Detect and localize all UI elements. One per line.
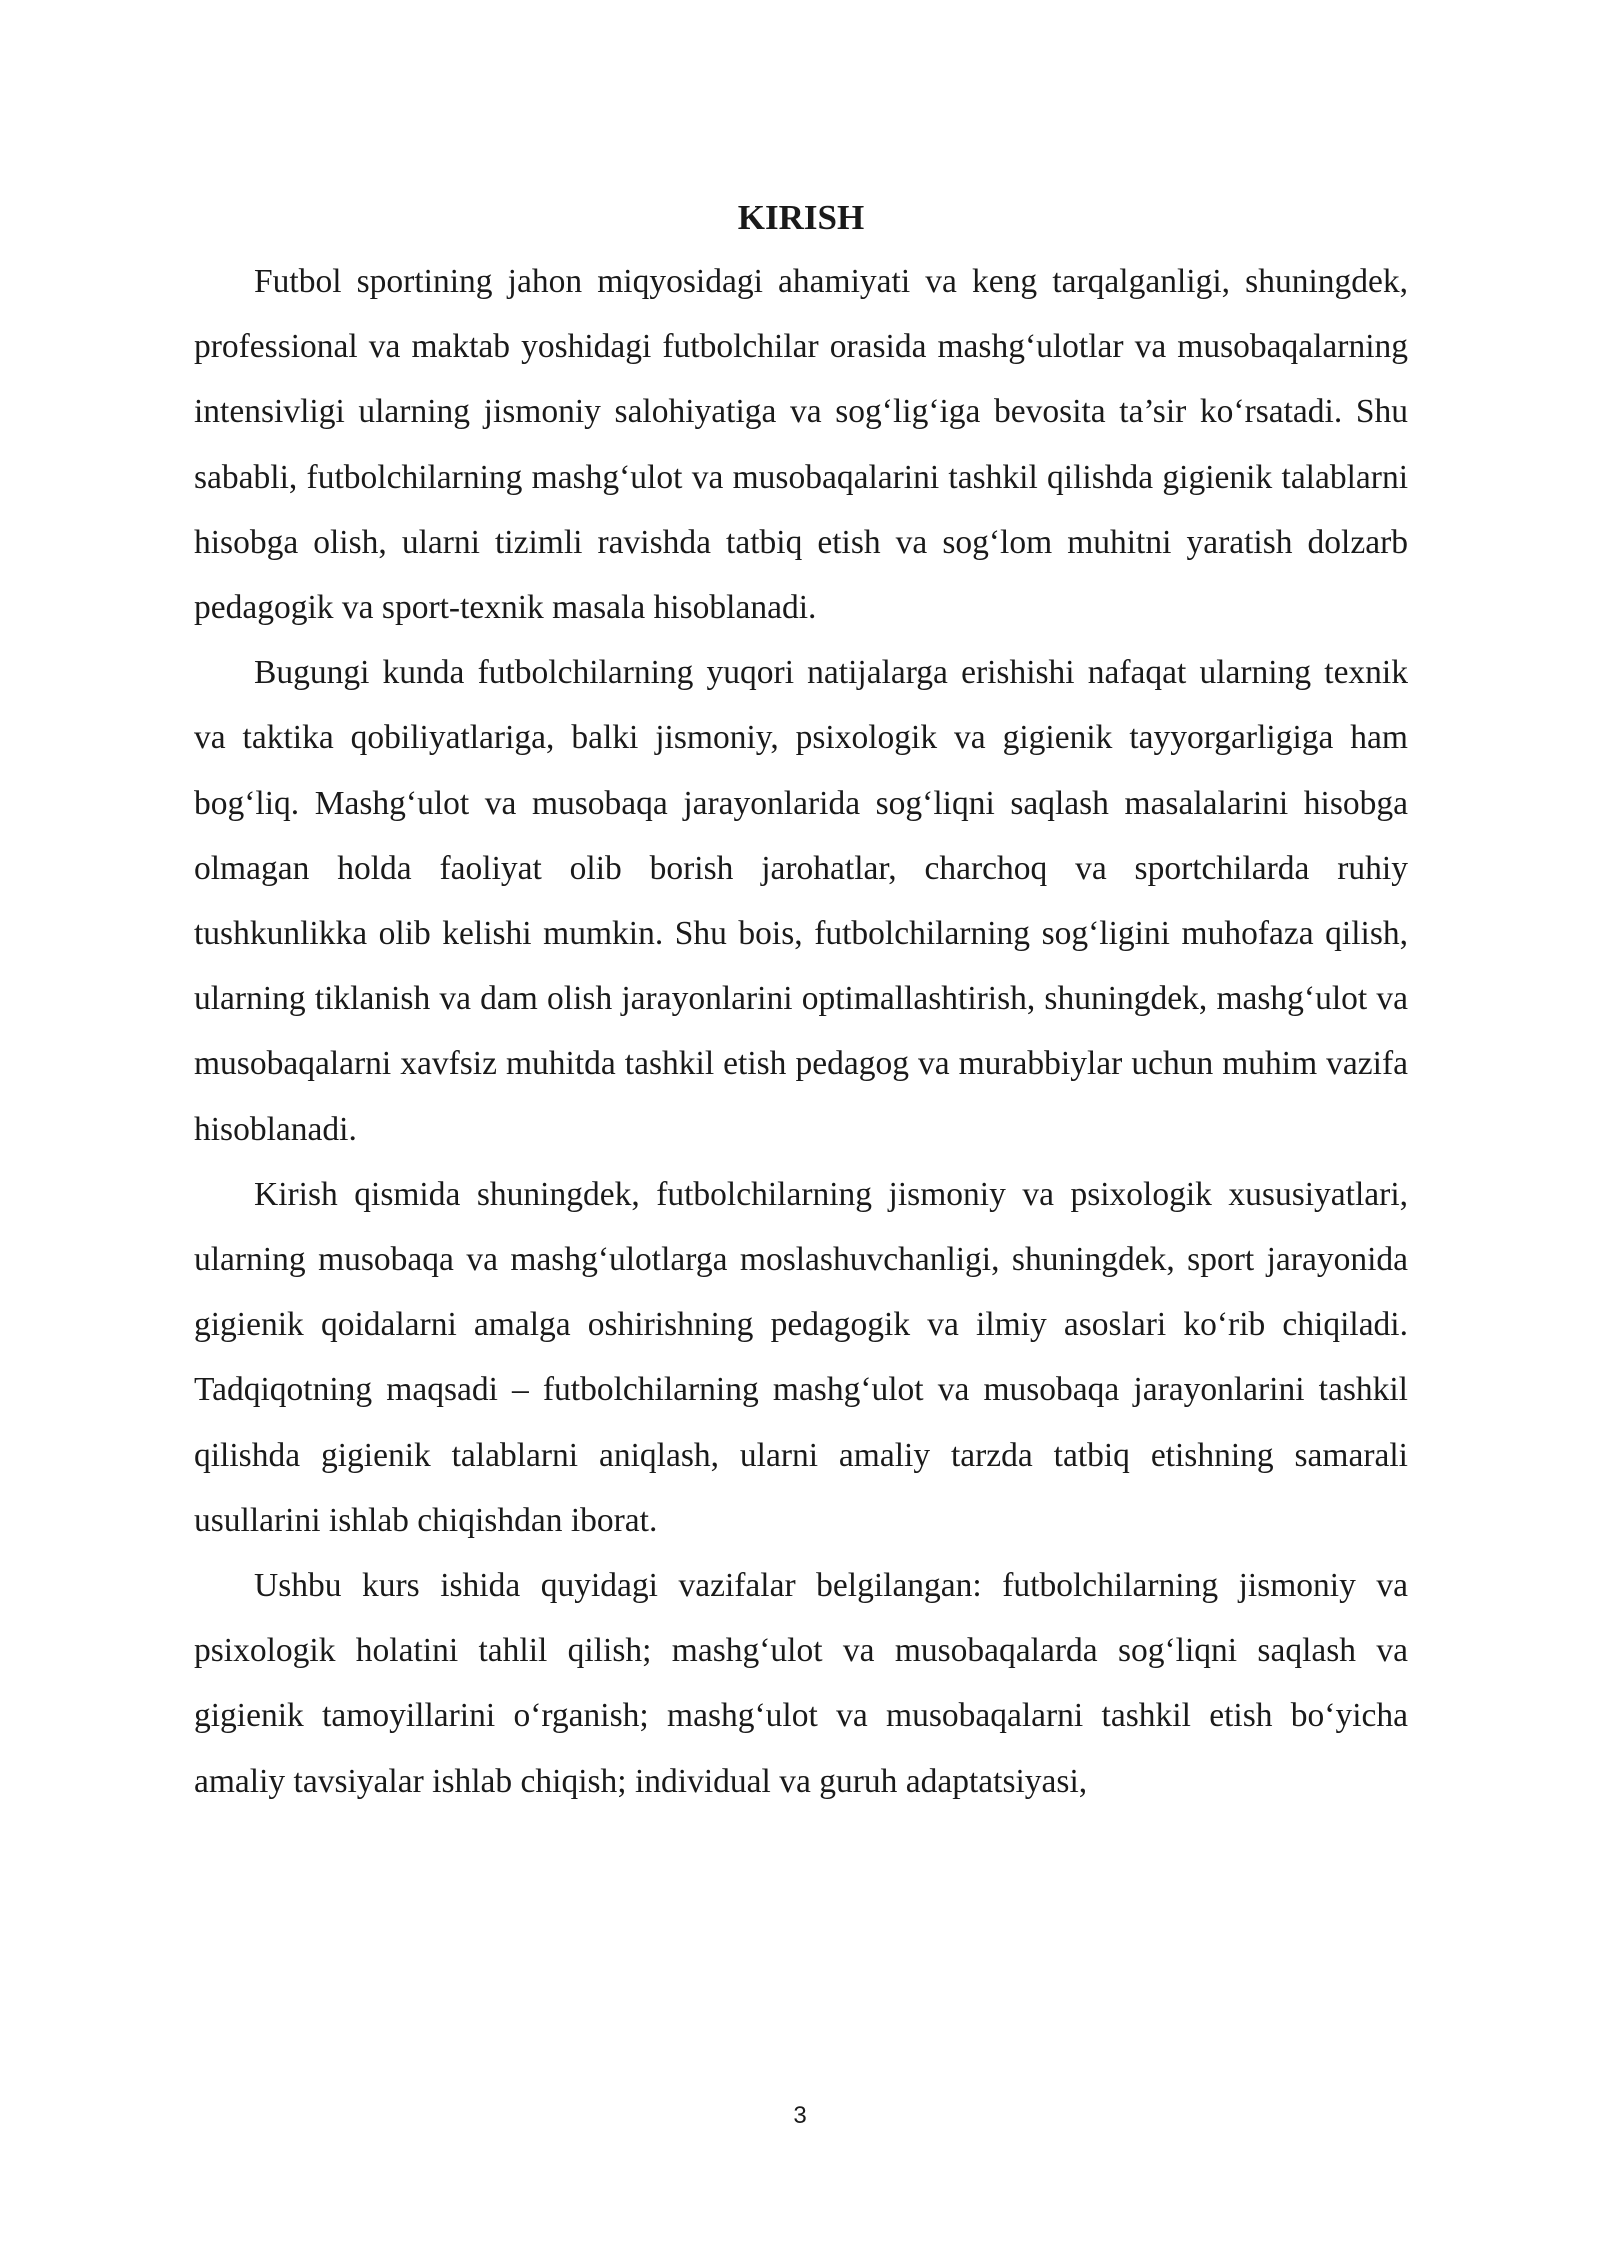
- section-title: KIRISH: [737, 198, 865, 237]
- paragraph-3: Kirish qismida shuningdek, futbolchilarning jismoniy va psixologik xususiyatlari, ularning musobaqa va mashg‘ulotlarga moslashuvchanligi, shuningdek, sport jarayonida gigienik qoidalarni amalga oshirishning pedagogik va ilmiy asoslari ko‘rib chiqiladi. Tadqiqotning maqsadi – futbolchilarning mashg‘ulot va musobaqa jarayonlarini tashkil qilishda gigienik talablarni aniqlash, ularni amaliy tarzda tatbiq etishning samarali usullarini ishlab chiqishdan iborat.: [194, 1175, 1408, 1539]
- page-number: 3: [793, 2102, 807, 2129]
- paragraph-1: Futbol sportining jahon miqyosidagi ahamiyati va keng tarqalganligi, shuningdek, professional va maktab yoshidagi futbolchilar orasida mashg‘ulotlar va musobaqalarning intensivligi ularning jismoniy salohiyatiga va sog‘lig‘iga bevosita ta’sir ko‘rsatadi. Shu sababli, futbolchilarning mashg‘ulot va musobaqalarini tashkil qilishda gigienik talablarni hisobga olish, ularni tizimli ravishda tatbiq etish va sog‘lom muhitni yaratish dolzarb pedagogik va sport-texnik masala hisoblanadi.: [194, 263, 1408, 627]
- paragraph-4: Ushbu kurs ishida quyidagi vazifalar belgilangan: futbolchilarning jismoniy va psixologik holatini tahlil qilish; mashg‘ulot va musobaqalarda sog‘liqni saqlash va gigienik tamoyillarini o‘rganish; mashg‘ulot va musobaqalarni tashkil etish bo‘yicha amaliy tavsiyalar ishlab chiqish; individual va guruh adaptatsiyasi,: [194, 1567, 1408, 1800]
- paragraph-2: Bugungi kunda futbolchilarning yuqori natijalarga erishishi nafaqat ularning texnik va taktika qobiliyatlariga, balki jismoniy, psixologik va gigienik tayyorgarligiga ham bog‘liq. Mashg‘ulot va musobaqa jarayonlarida sog‘liqni saqlash masalalarini hisobga olmagan holda faoliyat olib borish jarohatlar, charchoq va sportchilarda ruhiy tushkunlikka olib kelishi mumkin. Shu bois, futbolchilarning sog‘ligini muhofaza qilish, ularning tiklanish va dam olish jarayonlarini optimallashtirish, shuningdek, mashg‘ulot va musobaqalarni xavfsiz muhitda tashkil etish pedagog va murabbiylar uchun muhim vazifa hisoblanadi.: [194, 654, 1408, 1148]
- page-content: [194, 190, 1408, 1814]
